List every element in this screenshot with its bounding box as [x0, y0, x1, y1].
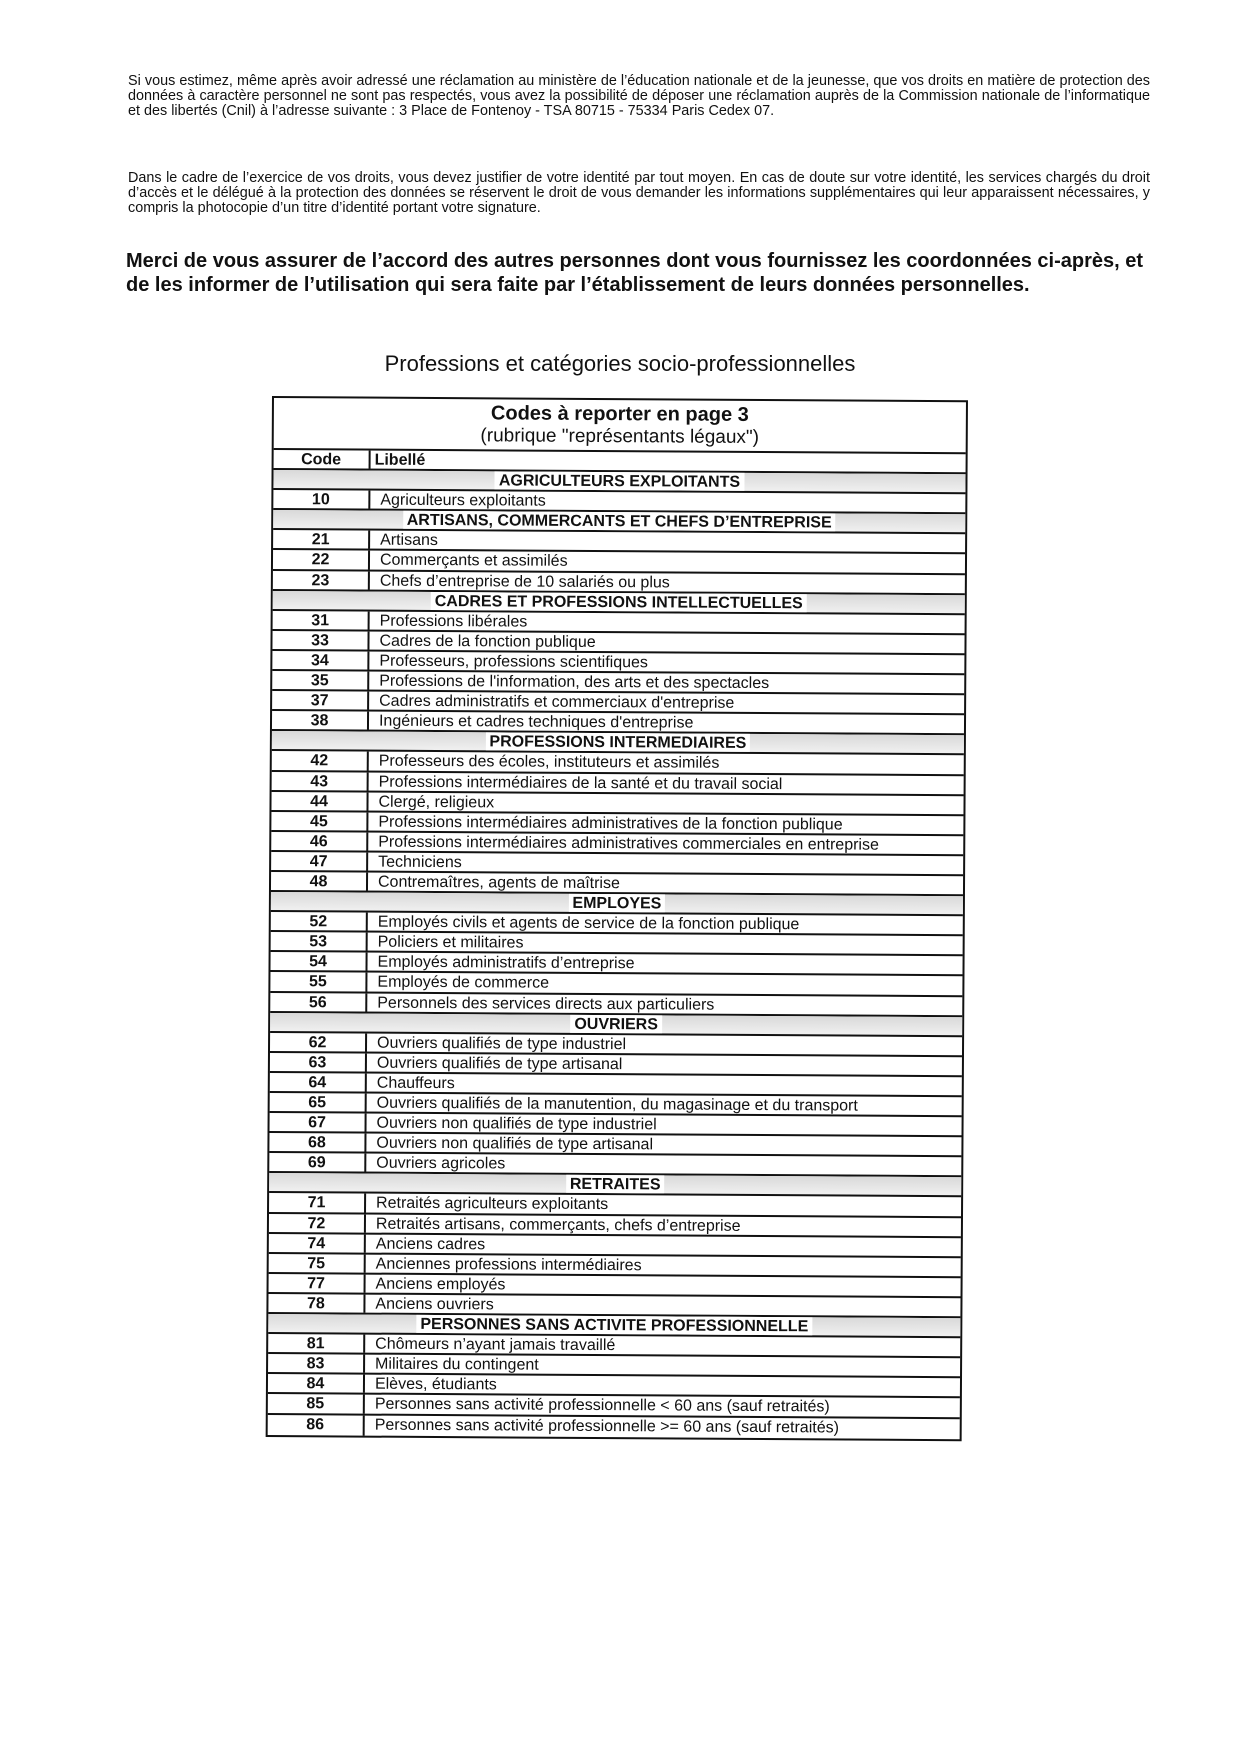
category-title: PERSONNES SANS ACTIVITE PROFESSIONNELLE [416, 1315, 812, 1336]
pcs-label: Retraités artisans, commerçants, chefs d’entreprise [375, 1215, 741, 1235]
pcs-code: 53 [271, 932, 368, 951]
pcs-label: Ouvriers agricoles [376, 1154, 506, 1173]
pcs-code: 21 [273, 530, 370, 549]
table-header-line1: Codes à reporter en page 3 [490, 402, 749, 426]
pcs-label: Personnes sans activité professionnelle < 60 ans (sauf retraités) [374, 1396, 830, 1416]
table-title: Professions et catégories socio-professionnelles [384, 351, 856, 376]
pcs-label: Retraités agriculteurs exploitants [376, 1195, 609, 1214]
pcs-label: Agriculteurs exploitants [380, 491, 546, 510]
identity-justification-paragraph: Dans le cadre de l’exercice de vos droits, vous devez justifier de votre identité par tout moyen. En cas de doute sur votre identité, les services chargés du droit d’accès et le délégué à la protection des données se réservent le droit de vous demander les informations supplémentaires qui leur apparaissent nécessaires, y compris la photocopie d’un titre d’identité portant votre signature. [128, 170, 1150, 216]
pcs-label: Professions de l'information, des arts et des spectacles [379, 672, 770, 693]
category-title: ARTISANS, COMMERCANTS ET CHEFS D’ENTREPRISE [403, 511, 836, 532]
table-body [268, 470, 966, 1439]
category-title: OUVRIERS [570, 1014, 662, 1033]
pcs-label: Employés de commerce [377, 974, 550, 993]
pcs-code: 65 [270, 1093, 367, 1112]
pcs-code: 22 [273, 550, 370, 569]
pcs-code: 35 [272, 671, 369, 690]
category-title: AGRICULTEURS EXPLOITANTS [495, 471, 744, 491]
table-header [274, 398, 966, 454]
pcs-label: Professeurs, professions scientifiques [379, 652, 649, 672]
category-title: EMPLOYES [568, 894, 665, 913]
cnil-complaint-paragraph: Si vous estimez, même après avoir adressé une réclamation au ministère de l’éducation nationale et de la jeunesse, que vos droits en matière de protection des données à caractère personnel ne sont pas respectés, vous avez la possibilité de déposer une réclamation auprès de la Commission nationale de l’informatique et des libertés (Cnil) à l’adresse suivante : 3 Place de Fontenoy - TSA 80715 - 75334 Paris Cedex 07. [128, 73, 1150, 119]
pcs-code: 43 [272, 772, 369, 791]
pcs-code: 23 [273, 571, 370, 590]
pcs-code: 83 [268, 1354, 365, 1373]
pcs-code: 52 [271, 912, 368, 931]
pcs-label: Ingénieurs et cadres techniques d'entreprise [378, 712, 694, 732]
pcs-code: 56 [270, 993, 367, 1012]
pcs-label: Employés administratifs d’entreprise [377, 953, 635, 973]
pcs-label: Artisans [380, 532, 438, 550]
category-title: PROFESSIONS INTERMEDIAIRES [485, 733, 750, 753]
column-header-label: Libellé [374, 451, 426, 469]
pcs-code: 54 [270, 952, 367, 971]
pcs-label: Chauffeurs [376, 1074, 455, 1093]
pcs-code: 74 [269, 1234, 366, 1253]
pcs-label: Ouvriers qualifiés de la manutention, du magasinage et du transport [376, 1094, 858, 1115]
pcs-code: 31 [273, 611, 370, 630]
pcs-code: 44 [271, 792, 368, 811]
pcs-code: 37 [272, 691, 369, 710]
pcs-label: Anciens employés [375, 1275, 506, 1294]
pcs-label: Elèves, étudiants [374, 1375, 497, 1394]
pcs-label: Chefs d’entreprise de 10 salariés ou plus [379, 572, 670, 591]
pcs-label: Contremaîtres, agents de maîtrise [377, 873, 620, 893]
pcs-label: Clergé, religieux [378, 793, 495, 811]
pcs-label: Professions intermédiaires administratives de la fonction publique [378, 813, 843, 834]
pcs-code: 47 [271, 852, 368, 871]
pcs-code: 10 [273, 490, 370, 509]
pcs-label: Chômeurs n’ayant jamais travaillé [375, 1335, 616, 1355]
pcs-code: 68 [269, 1133, 366, 1152]
pcs-code: 85 [268, 1394, 365, 1413]
pcs-code: 55 [270, 972, 367, 991]
pcs-label: Employés civils et agents de service de la fonction publique [377, 913, 800, 934]
pcs-code: 81 [268, 1334, 365, 1353]
pcs-code: 71 [269, 1193, 366, 1212]
pcs-label: Cadres de la fonction publique [379, 632, 596, 651]
pcs-code: 48 [271, 872, 368, 891]
category-title: RETRAITES [566, 1175, 665, 1194]
pcs-code: 77 [269, 1274, 366, 1293]
table-header-line2: (rubrique "représentants légaux") [480, 425, 760, 448]
category-title: CADRES ET PROFESSIONS INTELLECTUELLES [431, 592, 807, 612]
pcs-label: Personnes sans activité professionnelle >= 60 ans (sauf retraités) [374, 1416, 840, 1436]
pcs-code: 64 [270, 1073, 367, 1092]
pcs-label: Militaires du contingent [375, 1355, 539, 1374]
pcs-label: Ouvriers qualifiés de type artisanal [376, 1054, 623, 1073]
pcs-code: 42 [272, 751, 369, 770]
pcs-code: 63 [270, 1053, 367, 1072]
consent-notice: Merci de vous assurer de l’accord des autres personnes dont vous fournissez les coordonnées ci-après, et de les informer de l’utilisation qui sera faite par l’établissement de leurs données personnelles. [126, 250, 1144, 296]
pcs-code: 45 [271, 812, 368, 831]
pcs-code: 72 [269, 1214, 366, 1233]
pcs-label: Policiers et militaires [377, 933, 524, 952]
pcs-label: Ouvriers qualifiés de type industriel [376, 1034, 627, 1053]
pcs-label: Ouvriers non qualifiés de type artisanal [376, 1134, 654, 1154]
pcs-code: 34 [272, 651, 369, 670]
pcs-label: Techniciens [378, 853, 462, 872]
pcs-label: Anciennes professions intermédiaires [375, 1255, 642, 1275]
pcs-label: Cadres administratifs et commerciaux d'entreprise [379, 692, 735, 712]
pcs-code: 86 [268, 1414, 365, 1435]
pcs-label: Professions intermédiaires de la santé et du travail social [378, 773, 783, 793]
column-header-code: Code [274, 450, 371, 469]
pcs-codes-table [266, 396, 968, 1441]
table-row [268, 1414, 960, 1438]
pcs-code: 33 [272, 631, 369, 650]
pcs-code: 69 [269, 1153, 366, 1172]
pcs-label: Professions libérales [379, 612, 528, 631]
pcs-code: 84 [268, 1374, 365, 1393]
pcs-code: 38 [272, 711, 369, 730]
pcs-code: 75 [269, 1254, 366, 1273]
pcs-label: Professions intermédiaires administratives commerciales en entreprise [378, 833, 879, 854]
pcs-label: Commerçants et assimilés [379, 552, 568, 571]
pcs-label: Ouvriers non qualifiés de type industriel [376, 1114, 657, 1134]
pcs-label: Professeurs des écoles, instituteurs et assimilés [378, 753, 720, 773]
pcs-label: Anciens ouvriers [375, 1295, 494, 1314]
pcs-code: 78 [268, 1294, 365, 1313]
pcs-code: 46 [271, 832, 368, 851]
pcs-label: Personnels des services directs aux particuliers [377, 994, 715, 1014]
pcs-code: 62 [270, 1033, 367, 1052]
pcs-label: Anciens cadres [375, 1235, 486, 1253]
pcs-code: 67 [270, 1113, 367, 1132]
